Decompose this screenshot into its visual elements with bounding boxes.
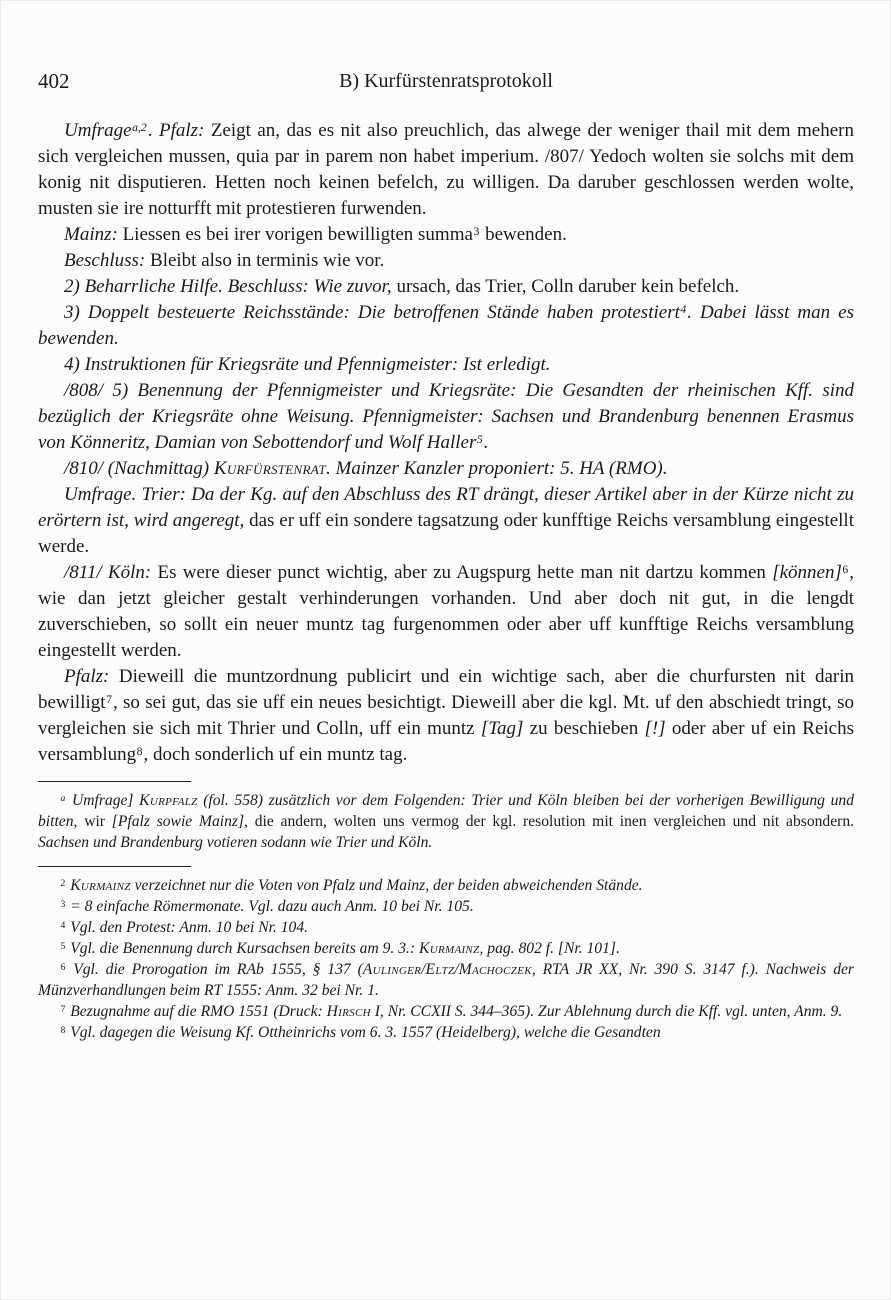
footnote-separator-rule: [38, 866, 191, 867]
text-run: . Dabei lässt man es bewenden.: [38, 302, 854, 349]
text-run: Hirsch: [326, 1003, 371, 1020]
text-run: Dieweill die muntzordnung publicirt und ein wichtige sach, aber die churfursten nit darin bewilligt: [38, 666, 854, 713]
paragraph: [38, 664, 854, 768]
text-run: Eltz: [425, 961, 455, 978]
footnote: [38, 1001, 854, 1022]
text-run: (fol. 558) zusätzlich vor dem Folgenden: Trier und Köln bleiben bei der vorherigen Bewilligung und bitten,: [38, 792, 854, 830]
text-run: , die andern, wolten uns vermog der kgl. resolution mit inen vergleichen und nit absondern.: [244, 813, 855, 830]
text-run: Es were dieser punct wichtig, aber zu Augspurg hette man nit dartzu kommen: [151, 562, 773, 583]
footnote: [38, 1022, 854, 1043]
footnote-marker: 7: [60, 1003, 66, 1015]
text-run: Pfalz:: [158, 120, 205, 141]
text-run: 2) Beharrliche Hilfe. Beschluss: Wie zuvor,: [64, 276, 392, 297]
text-run: 3) Doppelt besteuerte Reichsstände: Die betroffenen Stände haben protestiert: [64, 302, 680, 323]
footnote-marker: 7: [106, 692, 112, 706]
text-run: , RTA JR XX, Nr. 390 S. 3147 f.). Nachweis der Münzverhandlungen beim RT 1555: Anm. 32 bei Nr. 1.: [38, 961, 854, 999]
text-run: 4) Instruktionen für Kriegsräte und Pfennigmeister: Ist erledigt.: [64, 354, 551, 375]
text-run: = 8 einfache Römermonate. Vgl. dazu auch Anm. 10 bei Nr. 105.: [66, 898, 474, 915]
footnote: [38, 875, 854, 896]
text-run: [Pfalz sowie Mainz]: [111, 813, 245, 830]
text-run: .: [147, 120, 159, 141]
footnote-numbered-section: [38, 875, 854, 1043]
text-run: Liessen es bei irer vorigen bewilligten summa: [117, 224, 473, 245]
text-run: Umfrage]: [71, 792, 140, 809]
text-run: Kurpfalz: [139, 792, 198, 809]
text-run: zu beschieben: [523, 718, 645, 739]
footnote-marker: 4: [60, 919, 66, 931]
text-run: oder aber uf ein Reichs versamblung: [38, 718, 854, 765]
footnote-marker: 8: [136, 744, 143, 758]
footnote-marker: a: [60, 792, 66, 804]
footnote: [38, 896, 854, 917]
text-run: bewenden.: [480, 224, 567, 245]
footnote-marker: 4: [680, 302, 687, 316]
page-number: 402: [38, 69, 70, 93]
footnote-marker: 3: [60, 898, 66, 910]
footnote-marker: 2: [60, 877, 66, 889]
main-text-block: [38, 118, 854, 768]
text-run: /811/ Köln:: [64, 562, 152, 583]
footnote-letter-section: [38, 790, 854, 853]
page-header: [38, 70, 854, 92]
paragraph: [38, 222, 854, 248]
text-run: Vgl. die Prorogation im RAb 1555, § 137 (: [66, 961, 363, 978]
text-run: das er uff ein sondere tagsatzung oder kunfftige Reichs versamblung eingestellt werde.: [38, 510, 854, 557]
text-run: , pag. 802 f. [Nr. 101].: [479, 940, 620, 957]
paragraph: [38, 300, 854, 352]
text-run: Sachsen und Brandenburg votieren sodann wie Trier und Köln.: [38, 834, 433, 851]
text-run: Machoczek: [458, 961, 532, 978]
paragraph: [38, 274, 854, 300]
footnote-marker: 6: [60, 961, 66, 973]
text-run: Bezugnahme auf die RMO 1551 (Druck:: [66, 1003, 327, 1020]
text-run: , so sei gut, das sie uff ein neues besichtigt. Dieweill aber die kgl. Mt. uf den abschiedt tringt, so vergleichen sie sich mit Thrier und Colln, uff ein muntz: [38, 692, 854, 739]
text-run: . Mainzer Kanzler proponiert: 5. HA (RMO).: [326, 458, 668, 479]
footnote: [38, 790, 854, 853]
text-run: /: [421, 961, 426, 978]
text-run: Mainz:: [64, 224, 118, 245]
paragraph: [38, 352, 854, 378]
text-run: ursach, das Trier, Colln daruber kein befelch.: [391, 276, 740, 297]
footnote-marker: 8: [60, 1024, 66, 1036]
paragraph: [38, 482, 854, 560]
text-run: Vgl. den Protest: Anm. 10 bei Nr. 104.: [66, 919, 309, 936]
text-run: /: [454, 961, 459, 978]
running-title: B) Kurfürstenratsprotokoll: [339, 70, 553, 92]
paragraph: [38, 456, 854, 482]
footnote-separator-rule: [38, 781, 191, 782]
text-run: Pfalz:: [64, 666, 110, 687]
text-run: wir: [84, 813, 112, 830]
text-run: Vgl. die Benennung durch Kursachsen bereits am 9. 3.:: [66, 940, 420, 957]
text-run: Bleibt also in terminis wie vor.: [145, 250, 385, 271]
footnote: [38, 959, 854, 1001]
paragraph: [38, 560, 854, 664]
footnote-marker: 6: [842, 562, 849, 576]
text-run: I, Nr. CCXII S. 344–365). Zur Ablehnung durch die Kff. vgl. unten, Anm. 9.: [370, 1003, 843, 1020]
text-run: Beschluss:: [64, 250, 146, 271]
paragraph: [38, 118, 854, 222]
text-run: Umfrage. Trier: Da der Kg. auf den Abschluss des RT drängt, dieser Artikel aber in der Kürze nicht zu erörtern ist, wird angeregt,: [38, 484, 854, 531]
text-run: Kurmainz: [419, 940, 480, 957]
footnote-marker: 3: [473, 224, 480, 238]
text-run: Zeigt an, das es nit also preuchlich, das alwege der weniger thail mit dem mehern sich vergleichen mussen, quia par in parem non habet imperium. /807/ Yedoch wolten sie solchs mit dem konig nit disputieren. Hetten noch keinen befelch, zu willigen. Da daruber geschlossen werden wolte, musten sie ire notturfft mit protestieren furwenden.: [38, 120, 855, 219]
text-run: Vgl. dagegen die Weisung Kf. Ottheinrichs vom 6. 3. 1557 (Heidelberg), welche die Gesandten: [66, 1024, 661, 1041]
text-run: Kurmainz: [70, 877, 131, 894]
text-run: /808/ 5) Benennung der Pfennigmeister und Kriegsräte: Die Gesandten der rheinischen Kff. sind bezüglich der Kriegsräte ohne Weisung. Pfennigmeister: Sachsen und Brandenburg benennen Erasmus von Könneritz, Damian von Sebottendorf und Wolf Haller: [38, 380, 854, 453]
paragraph: [38, 248, 854, 274]
paragraph: [38, 378, 854, 456]
text-run: [!]: [644, 718, 666, 739]
text-run: Kurfürstenrat: [213, 458, 327, 479]
text-run: verzeichnet nur die Voten von Pfalz und Mainz, der beiden abweichenden Stände.: [130, 877, 643, 894]
text-run: , wie dan jetzt gleicher gestalt verhinderungen vorhanden. Und aber doch nit gut, in die lengdt zuverschieben, so sollt ein neuer muntz tag furgenommen oder aber uff kunfftige Reichs versamblung eingestellt werden.: [38, 562, 854, 661]
footnote-marker: 5: [60, 940, 66, 952]
text-run: /810/ (Nachmittag): [64, 458, 214, 479]
footnote-marker: 5: [476, 432, 483, 446]
text-run: Umfrage: [64, 120, 132, 141]
footnote: [38, 917, 854, 938]
text-run: , doch sonderlich uf ein muntz tag.: [143, 744, 408, 765]
footnote: [38, 938, 854, 959]
text-run: Aulinger: [362, 961, 422, 978]
text-run: [können]: [772, 562, 842, 583]
text-run: .: [483, 432, 489, 453]
text-run: [Tag]: [480, 718, 524, 739]
footnote-marker: a,2: [132, 120, 147, 134]
